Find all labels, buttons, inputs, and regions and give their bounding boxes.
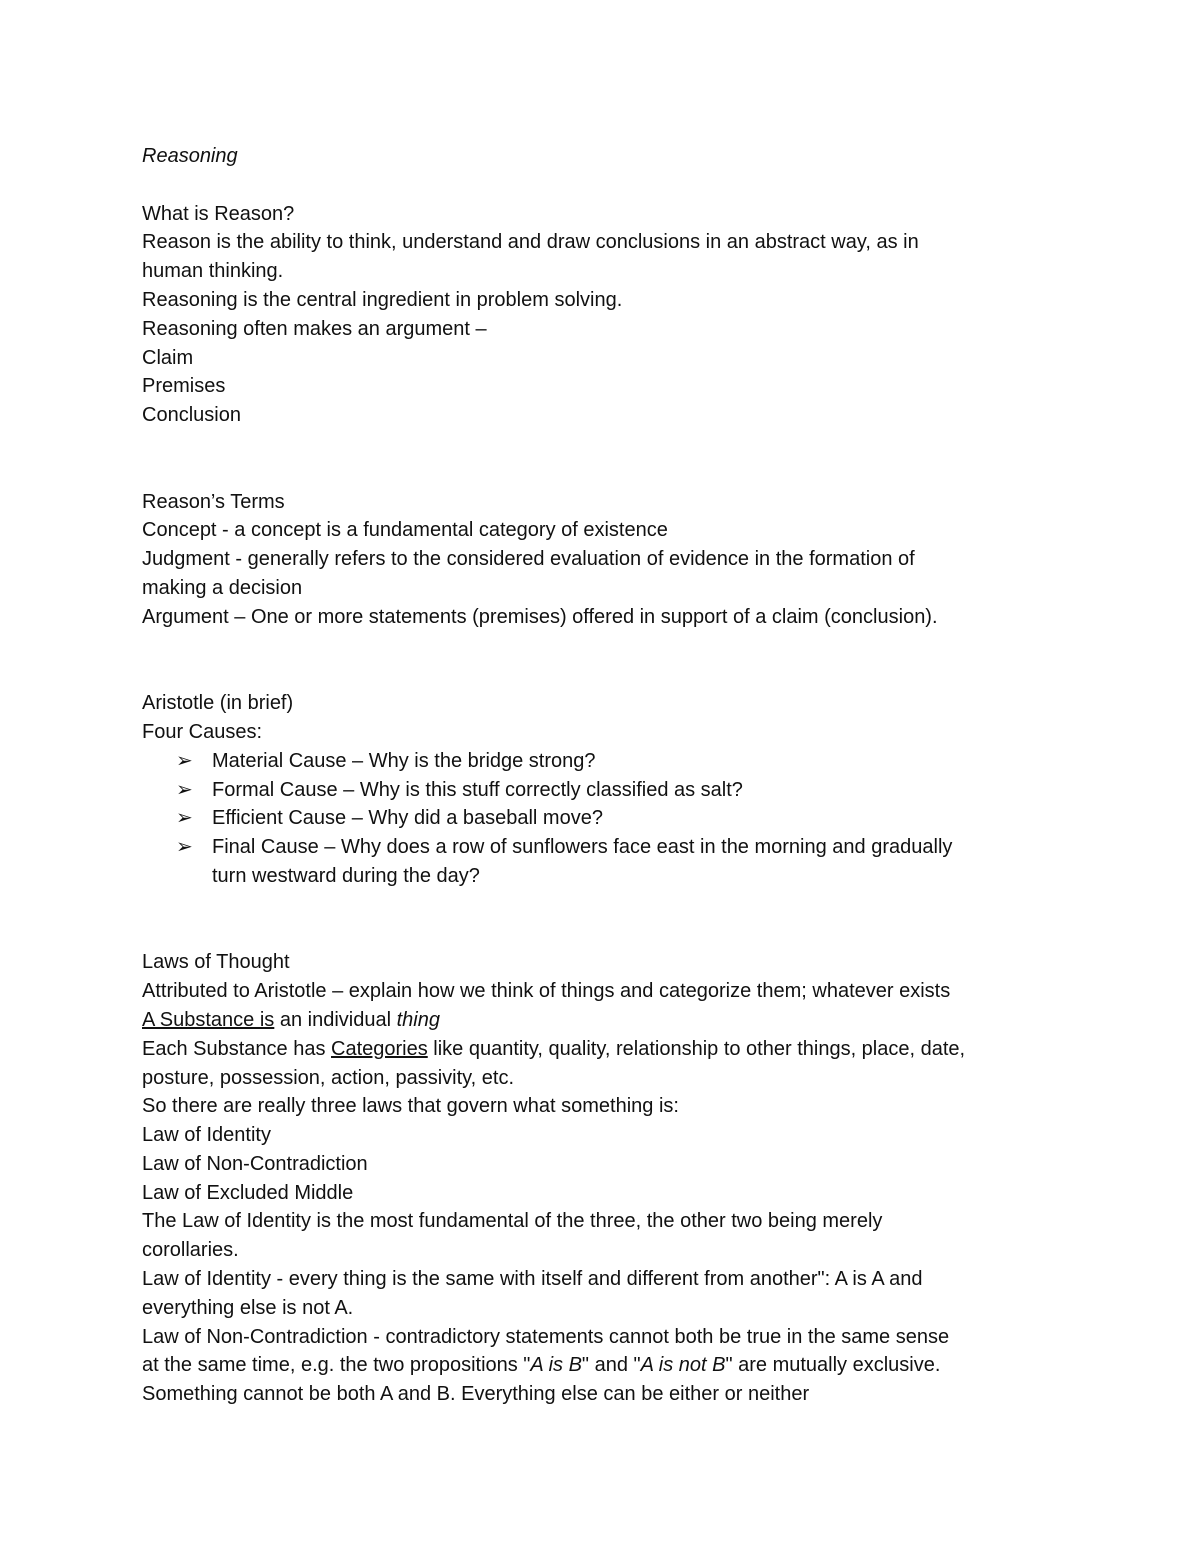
paragraph-line: Reason is the ability to think, understand and draw conclusions in an abstract way, as in (142, 231, 919, 254)
italic-text: thing (396, 1008, 440, 1031)
paragraph-line: The Law of Identity is the most fundamental of the three, the other two being merely (142, 1210, 883, 1233)
paragraph-line: Law of Non-Contradiction - contradictory statements cannot both be true in the same sense (142, 1325, 950, 1348)
list-item: Law of Identity (142, 1124, 271, 1147)
italic-text: A is B (530, 1354, 582, 1377)
term-judgment-cont: making a decision (142, 576, 303, 599)
inline-text: " are mutually exclusive. (725, 1354, 941, 1377)
arrow-bullet-icon: ➢ (176, 749, 193, 772)
subheading-four-causes: Four Causes: (142, 720, 263, 743)
paragraph-line (142, 1035, 1102, 1064)
paragraph-line: Reasoning often makes an argument – (142, 317, 487, 340)
arrow-bullet-icon: ➢ (176, 836, 193, 859)
arrow-bullet-icon: ➢ (176, 807, 193, 830)
spacer (142, 660, 1102, 689)
paragraph-line: posture, possession, action, passivity, etc. (142, 1066, 515, 1089)
arrow-bullet-icon: ➢ (176, 778, 193, 801)
term-argument: Argument – One or more statements (premises) offered in support of a claim (conclusion). (142, 605, 938, 628)
cause-text: Material Cause – Why is the bridge strong? (212, 749, 596, 772)
term-judgment: Judgment - generally refers to the considered evaluation of evidence in the formation of (142, 548, 915, 571)
list-item: Law of Excluded Middle (142, 1181, 354, 1204)
inline-text: " and " (581, 1354, 641, 1377)
spacer (142, 430, 1102, 459)
section-heading-reasons-terms: Reason’s Terms (142, 490, 285, 513)
inline-text: an individual (274, 1008, 397, 1031)
paragraph-line: everything else is not A. (142, 1296, 354, 1319)
underlined-text: Categories (331, 1037, 428, 1060)
paragraph-line: human thinking. (142, 260, 284, 283)
list-item: Conclusion (142, 404, 241, 427)
list-item: Claim (142, 346, 194, 369)
spacer (142, 891, 1102, 920)
section-heading-what-is-reason: What is Reason? (142, 202, 295, 225)
cause-text: Efficient Cause – Why did a baseball move? (212, 807, 603, 830)
section-heading-laws-of-thought: Laws of Thought (142, 951, 290, 974)
italic-text: A is not B (640, 1354, 726, 1377)
list-item: Premises (142, 375, 226, 398)
section-heading-aristotle: Aristotle (in brief) (142, 692, 294, 715)
underlined-text: A Substance is (142, 1008, 275, 1031)
cause-text-cont: turn westward during the day? (212, 864, 480, 887)
inline-text: Each Substance has (142, 1037, 332, 1060)
list-item (142, 776, 1102, 805)
paragraph-line: corollaries. (142, 1239, 239, 1262)
paragraph-line (142, 1006, 1102, 1035)
inline-text: like quantity, quality, relationship to other things, place, date, (427, 1037, 966, 1060)
paragraph-line: Attributed to Aristotle – explain how we think of things and categorize them; whatever exists (142, 980, 951, 1003)
inline-text: at the same time, e.g. the two propositions " (142, 1354, 531, 1377)
paragraph-line: Something cannot be both A and B. Everything else can be either or neither (142, 1383, 810, 1406)
paragraph-line: Reasoning is the central ingredient in problem solving. (142, 288, 623, 311)
list-item (142, 747, 1102, 776)
term-concept: Concept - a concept is a fundamental category of existence (142, 519, 668, 542)
paragraph-line: So there are really three laws that govern what something is: (142, 1095, 679, 1118)
list-item (142, 804, 1102, 833)
document-page (142, 142, 1102, 1409)
spacer (142, 920, 1102, 949)
document-title: Reasoning (142, 145, 238, 167)
spacer (142, 171, 1102, 200)
cause-text: Formal Cause – Why is this stuff correctly classified as salt? (212, 778, 743, 801)
list-item (142, 833, 1102, 891)
causes-list (142, 747, 1102, 891)
spacer (142, 459, 1102, 488)
cause-text: Final Cause – Why does a row of sunflowers face east in the morning and gradually (212, 836, 953, 859)
list-item: Law of Non-Contradiction (142, 1152, 368, 1175)
spacer (142, 632, 1102, 661)
paragraph-line (142, 1351, 1102, 1380)
paragraph-line: Law of Identity - every thing is the same with itself and different from another": A is A and (142, 1268, 923, 1291)
